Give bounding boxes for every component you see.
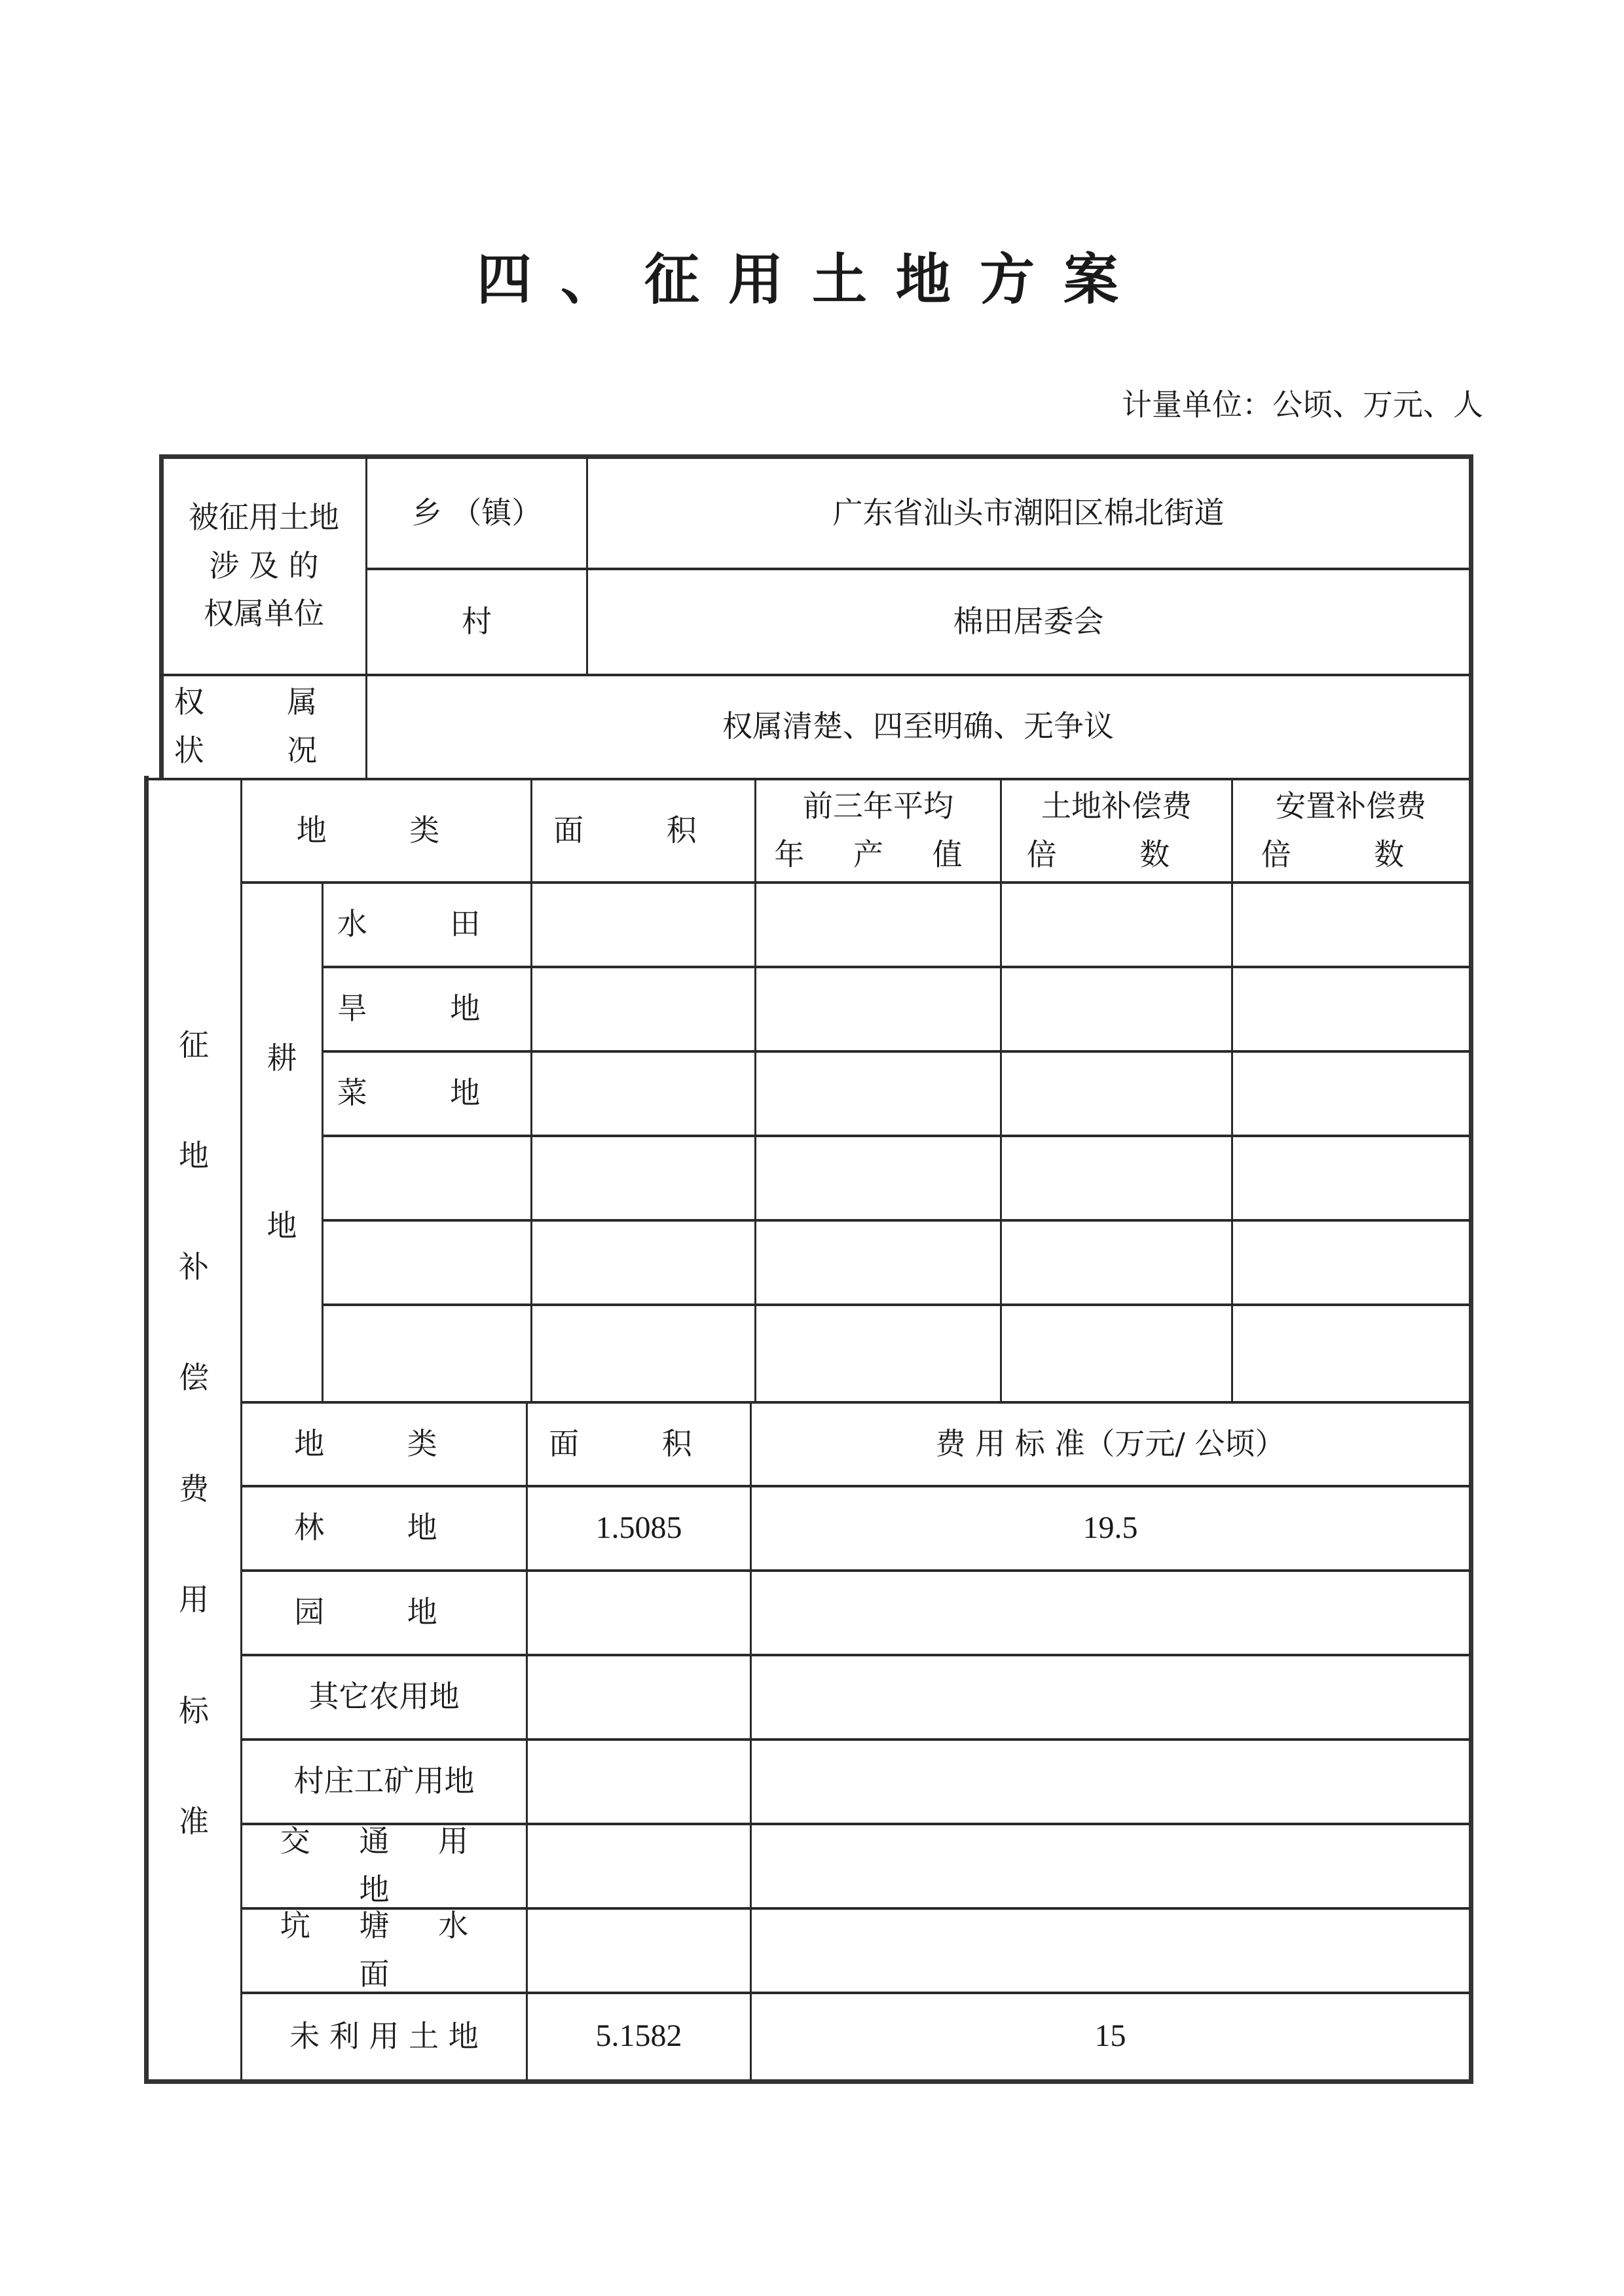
- cell-avg-output: [756, 1137, 1000, 1219]
- side-label-char: 地: [179, 1138, 209, 1174]
- header-line: 安置补偿费: [1276, 788, 1426, 824]
- cell-land-type: 交 通 用 地: [280, 1823, 489, 1907]
- cell-land-type: 旱 地: [337, 991, 517, 1027]
- header-line: 倍 数: [1026, 836, 1207, 872]
- cell-standard: 19.5: [1082, 1510, 1138, 1545]
- side-label-char: 费: [179, 1470, 209, 1506]
- other-header-standard: 费 用 标 准（万元/ 公顷）: [935, 1425, 1285, 1461]
- cell-standard: [752, 1740, 1469, 1823]
- cell-area: [532, 1305, 754, 1401]
- cell-standard: [752, 1656, 1469, 1738]
- side-label-char: 补: [179, 1248, 209, 1285]
- label-line: 被征用土地: [189, 500, 339, 536]
- cell-land-comp: [1002, 968, 1231, 1050]
- cell-land-type: [323, 1137, 530, 1219]
- cell-standard: [752, 1825, 1469, 1907]
- cell-area: 1.5085: [595, 1510, 682, 1545]
- cell-land-comp: [1002, 1137, 1231, 1219]
- cell-land-type: 水 田: [337, 906, 517, 942]
- township-value: 广东省汕头市潮阳区棉北街道: [832, 494, 1225, 530]
- cell-land-type: 园 地: [294, 1594, 474, 1630]
- cultivated-header-land-comp: [1002, 780, 1231, 881]
- cell-area: [532, 1137, 754, 1219]
- cell-standard: 15: [1094, 2018, 1126, 2054]
- cell-land-type: [323, 1305, 530, 1401]
- cell-area: [532, 883, 754, 966]
- other-header-land-type: 地 类: [294, 1425, 474, 1461]
- cultivated-header-resettle-comp: [1233, 780, 1469, 881]
- village-label: 村: [462, 603, 492, 639]
- cell-resettle-comp: [1233, 1137, 1469, 1219]
- township-label: 乡 （镇）: [411, 494, 542, 530]
- cell-resettle-comp: [1233, 1052, 1469, 1135]
- cell-avg-output: [756, 968, 1000, 1050]
- header-line: 土地补偿费: [1041, 788, 1192, 824]
- side-label-char: 偿: [179, 1360, 209, 1396]
- cell-avg-output: [756, 1305, 1000, 1401]
- cell-resettle-comp: [1233, 1221, 1469, 1303]
- unit-label: 计量单位：公顷、万元、人: [1122, 387, 1483, 422]
- cultivated-header-land-type: 地 类: [296, 812, 477, 848]
- cell-land-type: 林 地: [294, 1510, 474, 1546]
- cell-land-type: 村庄工矿用地: [293, 1763, 475, 1799]
- header-line: 倍 数: [1261, 836, 1441, 872]
- cell-land-comp: [1002, 1052, 1231, 1135]
- ownership-unit-label: [162, 458, 365, 674]
- cell-avg-output: [756, 883, 1000, 966]
- cell-avg-output: [756, 1052, 1000, 1135]
- cell-area: [528, 1825, 750, 1907]
- cell-area: [528, 1656, 750, 1738]
- cell-land-type: [323, 1221, 530, 1303]
- side-label-char: 标: [179, 1692, 209, 1728]
- side-label-char: 征: [179, 1027, 209, 1063]
- cell-land-type: 未 利 用 土 地: [289, 2018, 479, 2054]
- cell-avg-output: [756, 1221, 1000, 1303]
- cell-land-comp: [1002, 883, 1231, 966]
- cell-resettle-comp: [1233, 883, 1469, 966]
- table-border-bottom: [144, 2079, 1473, 2084]
- cell-land-type: 其它农用地: [308, 1679, 460, 1715]
- other-header-area: 面 积: [549, 1425, 729, 1461]
- cell-land-type: 坑 塘 水 面: [280, 1908, 489, 1992]
- cell-area: [532, 1052, 754, 1135]
- label-line: 状 况: [174, 733, 354, 768]
- page-title: 四、征用土地方案: [476, 247, 1147, 312]
- label-line: 权属单位: [204, 596, 324, 632]
- cell-standard: [752, 1909, 1469, 1992]
- label-char: 地: [267, 1208, 297, 1244]
- ownership-status-label: [162, 676, 365, 778]
- cell-resettle-comp: [1233, 968, 1469, 1050]
- cultivated-group-label: [242, 1034, 322, 1250]
- cell-land-comp: [1002, 1221, 1231, 1303]
- label-line: 权 属: [174, 684, 354, 720]
- cell-area: 5.1582: [595, 2018, 682, 2054]
- cell-land-type: 菜 地: [337, 1075, 517, 1111]
- cell-land-comp: [1002, 1305, 1231, 1401]
- side-label-char: 用: [179, 1582, 209, 1618]
- cell-area: [528, 1740, 750, 1823]
- label-line: 涉 及 的: [209, 547, 319, 583]
- side-label-char: 准: [179, 1804, 209, 1840]
- compensation-side-label: [147, 1021, 240, 1846]
- cultivated-header-area: 面 积: [553, 812, 733, 848]
- header-line: 前三年平均: [803, 788, 953, 824]
- cultivated-header-avg-output: [756, 780, 1000, 881]
- cell-resettle-comp: [1233, 1305, 1469, 1401]
- header-line: 年 产 值: [774, 836, 982, 872]
- cell-area: [528, 1571, 750, 1654]
- cell-area: [532, 1221, 754, 1303]
- cell-area: [532, 968, 754, 1050]
- cell-standard: [752, 1571, 1469, 1654]
- table-border-right: [1469, 454, 1473, 2084]
- label-char: 耕: [267, 1040, 297, 1076]
- ownership-status-value: 权属清楚、四至明确、无争议: [722, 708, 1114, 744]
- cell-area: [528, 1909, 750, 1992]
- village-value: 棉田居委会: [953, 603, 1104, 639]
